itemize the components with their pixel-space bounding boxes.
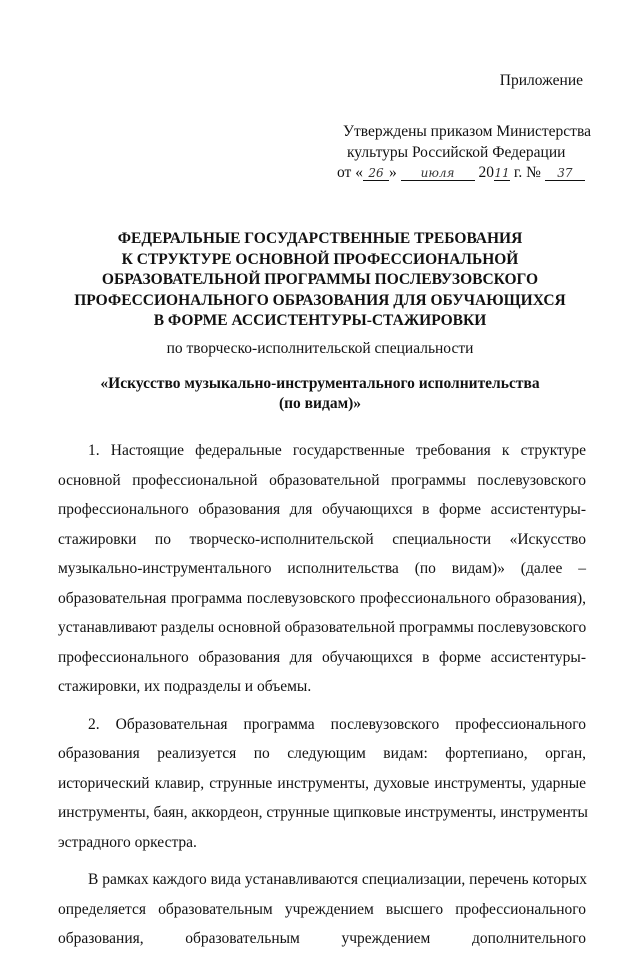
appendix-label: Приложение: [499, 72, 583, 89]
approval-line-2: культуры Российской Федерации: [347, 143, 566, 161]
paragraph-3-line-1: В рамках каждого вида устанавливаются специализации, перечень которых: [88, 871, 588, 888]
paragraph-3: [58, 865, 586, 954]
approval-from: от «: [337, 164, 363, 181]
body-text: [58, 436, 586, 962]
approval-year-prefix: 20: [478, 164, 494, 181]
paragraph-2-line-3: исторический клавир, струнные инструменты, духовые инструменты, ударные: [58, 774, 586, 792]
paragraph-2-line-2: образования реализуется по следующим видам: фортепиано, орган,: [58, 745, 586, 762]
approval-year-suffix: 11: [494, 166, 510, 180]
paragraph-1-line-1: 1. Настоящие федеральные государственные требования к структуре: [88, 442, 586, 459]
document-title: [40, 229, 600, 332]
paragraph-3-line-3: образования, образовательным учреждением дополнительного: [58, 930, 586, 947]
approval-block: [337, 122, 591, 184]
paragraph-1-line-9: стажировки, их подразделы и объемы.: [58, 678, 312, 695]
paragraph-2: [58, 710, 586, 858]
approval-month: июля: [401, 166, 475, 181]
paragraph-1-line-5: музыкально-инструментального исполнительства (по видам)» (далее –: [58, 560, 586, 577]
paragraph-2-line-1: 2. Образовательная программа послевузовского профессионального: [88, 715, 586, 733]
approval-number: 37: [545, 166, 585, 181]
approval-year-after: г. №: [509, 164, 541, 181]
paragraph-1-line-2: основной профессиональной образовательной программы послевузовского: [58, 471, 586, 489]
paragraph-2-line-4: инструменты, баян, аккордеон, струнные щипковые инструменты, инструменты: [58, 804, 588, 821]
paragraph-2-line-5: эстрадного оркестра.: [58, 833, 197, 851]
title-line-1: ФЕДЕРАЛЬНЫЕ ГОСУДАРСТВЕННЫЕ ТРЕБОВАНИЯ: [117, 230, 523, 247]
specialty-name: [40, 374, 600, 414]
specialty-name-line-2: (по видам)»: [278, 395, 362, 412]
approval-date-line: [337, 163, 591, 184]
paragraph-3-line-2: определяется образовательным учреждением высшего профессионального: [58, 900, 586, 918]
approval-line-1: Утверждены приказом Министерства: [343, 123, 591, 140]
paragraph-1-line-6: образовательная программа послевузовского профессионального образования),: [58, 589, 586, 607]
specialty-intro: по творческо-исполнительской специальности: [166, 340, 474, 357]
paragraph-1-line-4: стажировки по творческо-исполнительской специальности «Искусство: [58, 530, 586, 548]
specialty-name-line-1: «Искусство музыкально-инструментального исполнительства: [100, 375, 540, 392]
paragraph-1-line-7: устанавливают разделы основной образовательной программы послевузовского: [58, 619, 587, 636]
approval-day: 26: [363, 166, 389, 181]
title-line-4: ПРОФЕССИОНАЛЬНОГО ОБРАЗОВАНИЯ ДЛЯ ОБУЧАЮЩИХСЯ: [74, 291, 566, 309]
title-line-3: ОБРАЗОВАТЕЛЬНОЙ ПРОГРАММЫ ПОСЛЕВУЗОВСКОГО: [101, 271, 539, 288]
paragraph-1: [58, 436, 586, 702]
paragraph-1-line-3: профессионального образования для обучающихся в форме ассистентуры-: [58, 501, 586, 518]
title-line-2: К СТРУКТУРЕ ОСНОВНОЙ ПРОФЕССИОНАЛЬНОЙ: [121, 250, 519, 268]
approval-quote-close: »: [388, 164, 397, 181]
title-line-5: В ФОРМЕ АССИСТЕНТУРЫ-СТАЖИРОВКИ: [153, 312, 487, 329]
paragraph-1-line-8: профессионального образования для обучающихся в форме ассистентуры-: [58, 648, 586, 666]
